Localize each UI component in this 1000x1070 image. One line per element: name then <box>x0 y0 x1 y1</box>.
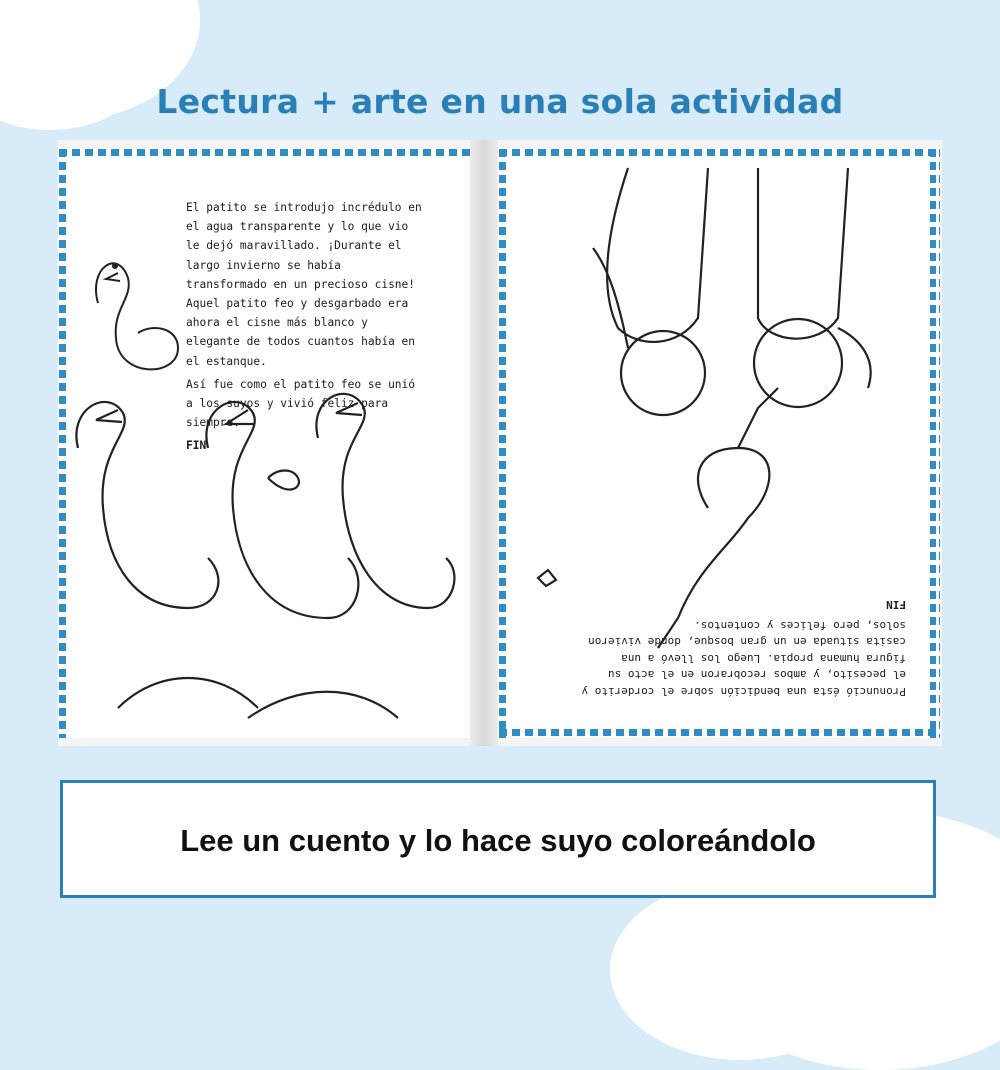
caption-box <box>60 780 936 898</box>
book-gutter <box>470 140 498 746</box>
story-paragraph-right: Pronunció ésta una bendición sobre el corderito y el pecesito, y ambos recobraron en el acto su figura humana propia. Luego los llevó a una casita situada en un gran bosque, donde vivieron solos, pero felices y contentos. <box>581 619 906 698</box>
right-page <box>498 148 940 738</box>
fin-label-left: FIN <box>186 439 207 453</box>
caption-text: Lee un cuento y lo hace suyo coloreándolo <box>180 823 816 858</box>
left-page <box>58 148 470 738</box>
story-paragraph-2: Así fue como el patito feo se unió a los suyos y vivió feliz para siempre. <box>186 377 416 430</box>
coloring-book-photo <box>58 140 942 746</box>
story-paragraph-1: El patito se introdujo incrédulo en el agua transparente y lo que vio le dejó maravillado. ¡Durante el largo invierno se había transformado en un precioso cisne! Aquel patito feo y desgarbado era ahora el cisne más blanco y elegante de todos cuantos había en el estanque. <box>186 201 422 368</box>
story-text-left <box>186 198 422 456</box>
children-illustration <box>538 168 871 648</box>
fin-label-right: FIN <box>886 598 906 612</box>
headline: Lectura + arte en una sola actividad <box>156 82 844 121</box>
story-text-right-upside-down <box>576 596 906 699</box>
swan-illustration-top <box>96 263 178 369</box>
cloud-bottom-right-2 <box>610 880 870 1060</box>
